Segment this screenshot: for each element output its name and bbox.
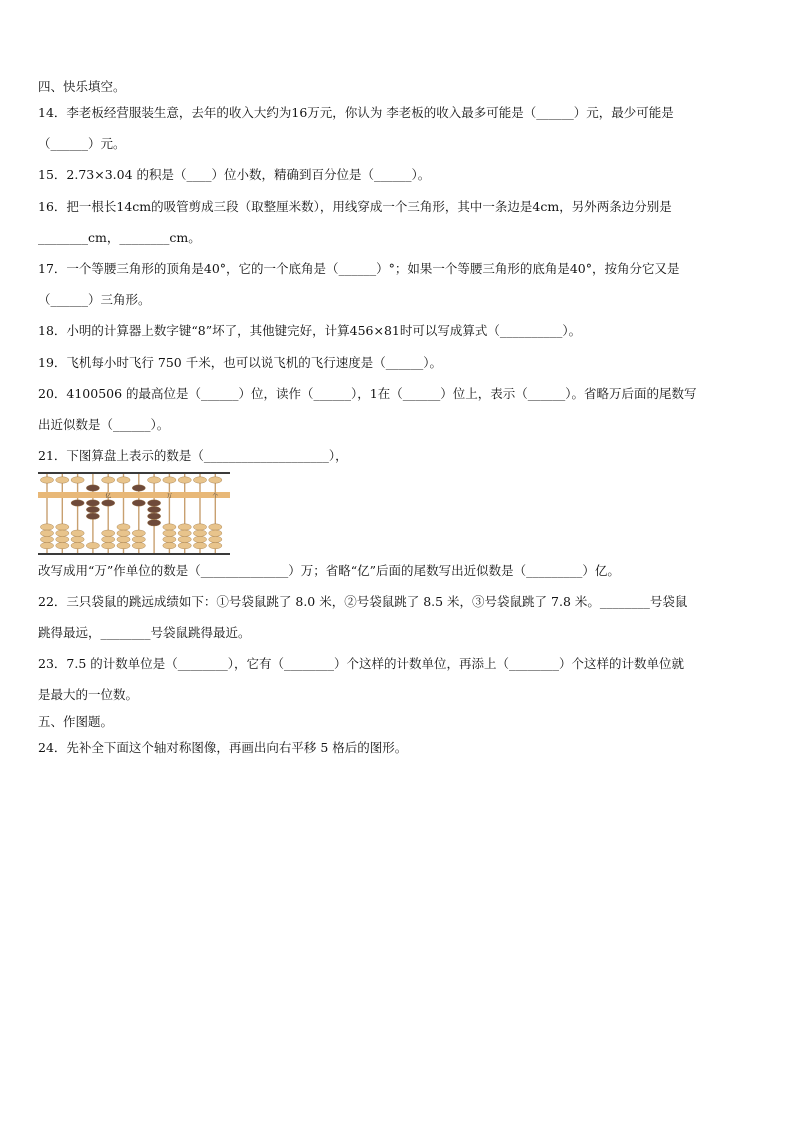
abacus-bead	[178, 524, 191, 530]
abacus-bead	[178, 536, 191, 542]
abacus-bead	[117, 477, 130, 483]
abacus-bead	[102, 530, 115, 536]
text-line-9: 19．飞机每小时飞行 750 千米，也可以说飞机的飞行速度是（______）。	[38, 355, 442, 370]
abacus-bead	[86, 542, 99, 548]
abacus-bead	[163, 536, 176, 542]
abacus-bead	[148, 477, 161, 483]
abacus-bead	[102, 542, 115, 548]
abacus-active-bead	[71, 500, 84, 506]
abacus-bead	[40, 524, 53, 530]
abacus-bead	[102, 477, 115, 483]
abacus-bead	[209, 542, 222, 548]
abacus-bead	[163, 477, 176, 483]
abacus-active-bead	[86, 485, 99, 491]
abacus-bead	[193, 542, 206, 548]
text-line-14: 22．三只袋鼠的跳远成绩如下：①号袋鼠跳了 8.0 米，②号袋鼠跳了 8.5 米，③号袋鼠跳了 7.8 米。________号袋鼠	[38, 594, 688, 609]
abacus-rod-label: 个	[212, 493, 219, 500]
abacus-bead	[193, 530, 206, 536]
abacus-bead	[40, 542, 53, 548]
abacus-bead	[117, 536, 130, 542]
text-line-15: 跳得最远，________号袋鼠跳得最近。	[38, 625, 251, 640]
abacus-bead	[178, 477, 191, 483]
text-line-0: 四、快乐填空。	[38, 79, 126, 94]
text-line-10: 20．4100506 的最高位是（______）位，读作（______），1在（______）位上，表示（______）。省略万后面的尾数写	[38, 386, 697, 401]
abacus-bead	[71, 530, 84, 536]
abacus-bead	[193, 524, 206, 530]
abacus-bead	[56, 524, 69, 530]
abacus-bead	[71, 477, 84, 483]
abacus-bead	[193, 477, 206, 483]
text-line-12: 21．下图算盘上表示的数是（____________________），	[38, 448, 348, 463]
text-line-8: 18．小明的计算器上数字键“8”坏了，其他键完好，计算456×81时可以写成算式（__________）。	[38, 323, 582, 338]
abacus-rod-label: 万	[166, 493, 173, 500]
text-line-2: （______）元。	[38, 136, 126, 151]
text-line-17: 是最大的一位数。	[38, 687, 139, 702]
abacus-bead	[132, 530, 145, 536]
abacus-bead	[40, 536, 53, 542]
abacus-bead	[209, 477, 222, 483]
text-line-3: 15．2.73×3.04 的积是（____）位小数，精确到百分位是（______）。	[38, 167, 431, 182]
abacus-bead	[209, 530, 222, 536]
abacus-active-bead	[148, 520, 161, 526]
abacus-active-bead	[86, 513, 99, 519]
text-line-6: 17．一个等腰三角形的顶角是40°，它的一个底角是（______）°；如果一个等腰三角形的底角是40°，按角分它又是	[38, 261, 680, 276]
abacus-bead	[117, 542, 130, 548]
abacus-bead	[163, 530, 176, 536]
abacus-active-bead	[148, 506, 161, 512]
text-line-13: 改写成用“万”作单位的数是（______________）万；省略“亿”后面的尾数写出近似数是（_________）亿。	[38, 563, 620, 578]
abacus-beam	[38, 492, 230, 498]
text-line-1: 14．李老板经营服装生意，去年的收入大约为16万元，你认为 李老板的收入最多可能是（______）元，最少可能是	[38, 105, 674, 120]
text-line-11: 出近似数是（______）。	[38, 417, 170, 432]
abacus-bead	[163, 524, 176, 530]
abacus-rod-label: 亿	[105, 493, 111, 500]
abacus-bead	[117, 530, 130, 536]
abacus-bead	[209, 524, 222, 530]
abacus-bead	[71, 536, 84, 542]
abacus-bead	[132, 542, 145, 548]
abacus-active-bead	[86, 506, 99, 512]
abacus-bead	[56, 530, 69, 536]
abacus-active-bead	[148, 500, 161, 506]
abacus-bead	[56, 477, 69, 483]
abacus-bead	[56, 542, 69, 548]
text-line-7: （______）三角形。	[38, 292, 151, 307]
abacus-bead	[178, 542, 191, 548]
text-line-5: ________cm，________cm。	[38, 230, 201, 245]
abacus-active-bead	[102, 500, 115, 506]
text-line-18: 五、作图题。	[38, 714, 114, 729]
abacus-figure	[38, 472, 230, 556]
abacus-active-bead	[148, 513, 161, 519]
abacus-bead	[193, 536, 206, 542]
abacus-bead	[102, 536, 115, 542]
abacus-active-bead	[86, 500, 99, 506]
abacus-bead	[40, 477, 53, 483]
text-line-16: 23．7.5 的计数单位是（________），它有（________）个这样的计数单位，再添上（________）个这样的计数单位就	[38, 656, 685, 671]
abacus-bead	[163, 542, 176, 548]
text-line-4: 16．把一根长14cm的吸管剪成三段（取整厘米数），用线穿成一个三角形，其中一条边是4cm，另外两条边分别是	[38, 199, 672, 214]
abacus-bead	[178, 530, 191, 536]
abacus-bead	[71, 542, 84, 548]
abacus-bead	[40, 530, 53, 536]
abacus-bead	[132, 536, 145, 542]
abacus-active-bead	[132, 500, 145, 506]
abacus-bead	[209, 536, 222, 542]
abacus-active-bead	[132, 485, 145, 491]
abacus-bead	[56, 536, 69, 542]
abacus-bead	[117, 524, 130, 530]
text-line-19: 24．先补全下面这个轴对称图像，再画出向右平移 5 格后的图形。	[38, 740, 408, 755]
